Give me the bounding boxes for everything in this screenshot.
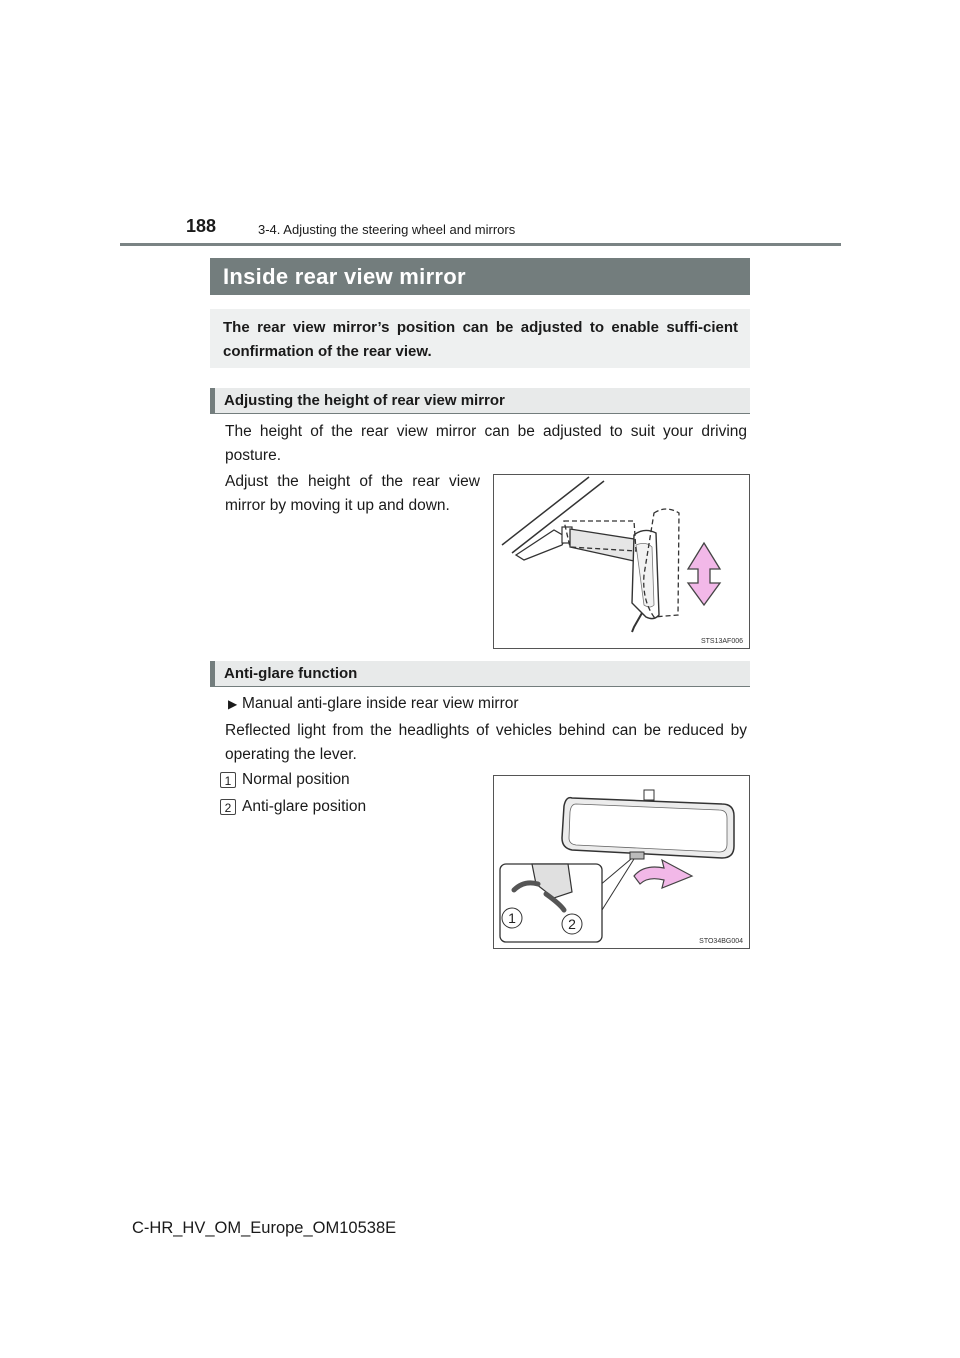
anti-glare-illustration bbox=[494, 776, 749, 948]
section-running-head: 3-4. Adjusting the steering wheel and mirrors bbox=[258, 222, 516, 237]
mirror-height-figure bbox=[493, 474, 750, 649]
subheading-anti-glare: Anti-glare function bbox=[210, 661, 750, 687]
anti-glare-figure bbox=[493, 775, 750, 949]
item-number-2: 2 bbox=[220, 799, 236, 815]
triangle-bullet-icon: ▶ bbox=[228, 697, 238, 711]
page-title: Inside rear view mirror bbox=[210, 258, 750, 295]
subheading-adjust-height: Adjusting the height of rear view mirror bbox=[210, 388, 750, 414]
header-rule bbox=[120, 243, 841, 246]
callout-1: 1 bbox=[508, 910, 516, 926]
anti-glare-paragraph: Reflected light from the headlights of vehicles behind can be reduced by operating the lever. bbox=[225, 722, 747, 763]
up-down-arrow-icon bbox=[688, 543, 720, 605]
page-number: 188 bbox=[186, 216, 217, 236]
figure-code: STS13AF006 bbox=[700, 638, 743, 645]
footer-doc-id: C-HR_HV_OM_Europe_OM10538E bbox=[132, 1219, 397, 1237]
figure-code: STO34BG004 bbox=[699, 938, 743, 945]
mirror-height-illustration bbox=[494, 475, 749, 648]
height-paragraph-2: Adjust the height of the rear view mirror by moving it up and down. bbox=[225, 473, 480, 514]
item-label-anti-glare: Anti-glare position bbox=[242, 798, 367, 815]
item-number-1: 1 bbox=[220, 772, 236, 788]
callout-2: 2 bbox=[568, 916, 576, 932]
height-paragraph-1: The height of the rear view mirror can be adjusted to suit your driving posture. bbox=[225, 423, 747, 464]
intro-box: The rear view mirror’s position can be adjusted to enable suffi-cient confirmation of the rear view. bbox=[210, 309, 750, 368]
item-label-normal: Normal position bbox=[242, 771, 350, 788]
curved-arrow-icon bbox=[634, 860, 692, 888]
anti-glare-bullet: Manual anti-glare inside rear view mirror bbox=[242, 695, 519, 712]
